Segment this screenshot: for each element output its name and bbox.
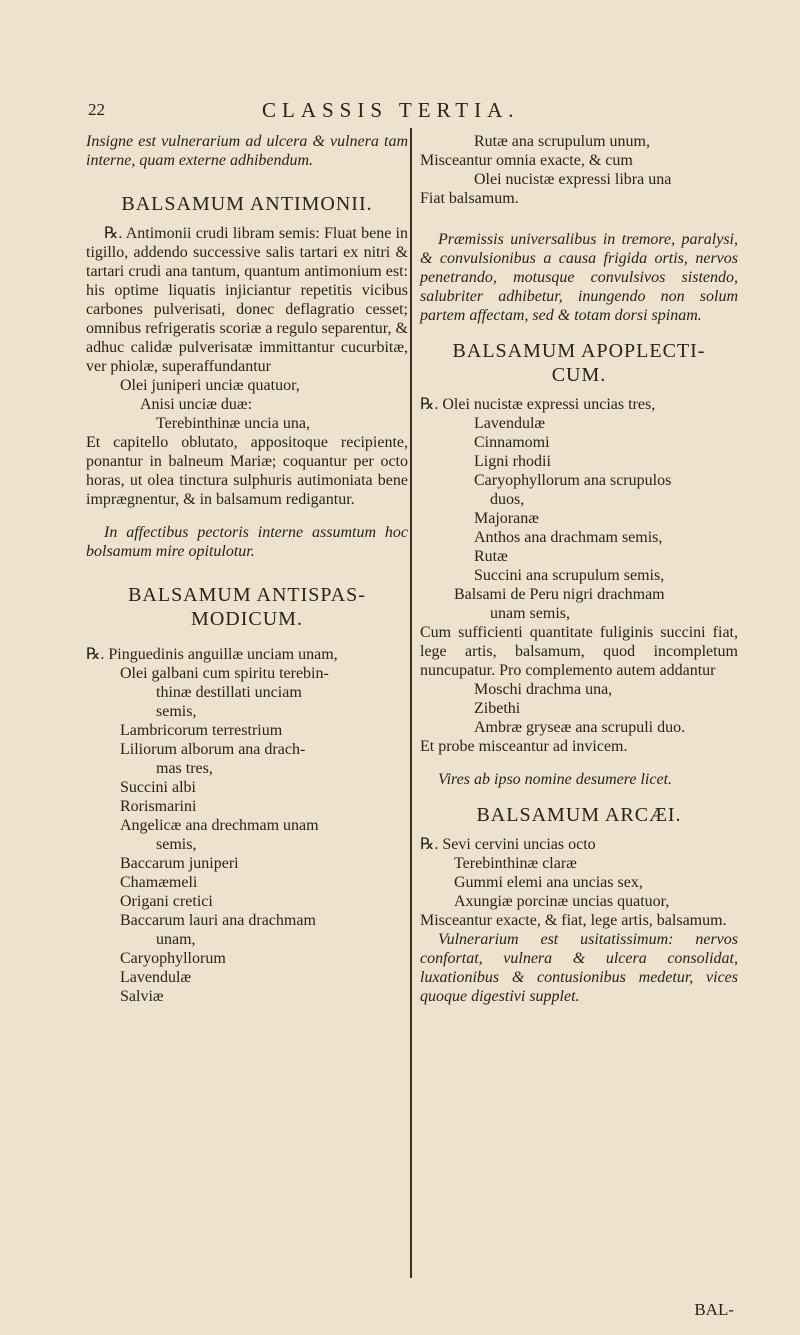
ingredient-line: Rorismarini xyxy=(120,798,197,815)
heading-balsamum-antispasmodicum-1: BALSAMUM ANTISPAS- xyxy=(128,584,366,606)
ingredient-line: Moschi drachma una, xyxy=(474,681,613,698)
ingredient-line: Lambricorum terrestrium xyxy=(120,722,283,739)
ingredient-line: Angelicæ ana drechmam unam xyxy=(120,817,319,834)
ingredient-line: duos, xyxy=(490,491,525,508)
ingredient-line: Baccarum juniperi xyxy=(120,855,239,872)
heading-balsamum-antispasmodicum-2: MODICUM. xyxy=(191,608,303,630)
recipe-continuation-antimonii: Et capitello oblutato, appositoque recipiente, ponantur in balneum Mariæ; coquantur per octo horas, ut olea tinctura sulphuris autimoniata bene imprægnentur, & in balsamum redigantur. xyxy=(86,434,408,508)
ingredient-line: unam semis, xyxy=(490,605,570,622)
ingredient-line: Rutæ ana scrupulum unum, xyxy=(474,133,650,150)
usage-note-apoplecticum: Vires ab ipso nomine desumere licet. xyxy=(438,771,673,788)
page-number: 22 xyxy=(88,100,105,119)
ingredient-line: Lavendulæ xyxy=(474,415,546,432)
ingredient-line: Olei juniperi unciæ quatuor, xyxy=(120,377,300,394)
running-head xyxy=(0,98,800,128)
ingredient-line: unam, xyxy=(156,931,196,948)
ingredient-line: Salviæ xyxy=(120,988,164,1005)
ingredient-line: Lavendulæ xyxy=(120,969,192,986)
ingredient-line: semis, xyxy=(156,703,197,720)
ingredient-line: Caryophyllorum xyxy=(120,950,226,967)
ingredient-line: Ambræ gryseæ ana scrupuli duo. xyxy=(474,719,686,736)
ingredient-line: Chamæmeli xyxy=(120,874,198,891)
ingredient-line: Terebinthinæ uncia una, xyxy=(156,415,310,432)
ingredient-line: ℞. Pinguedinis anguillæ unciam unam, xyxy=(86,646,338,663)
ingredient-line: Terebinthinæ claræ xyxy=(454,855,577,872)
running-head-title: CLASSIS TERTIA. xyxy=(262,98,520,122)
ingredient-line: thinæ destillati unciam xyxy=(156,684,302,701)
ingredient-line: Misceantur omnia exacte, & cum xyxy=(420,152,633,169)
heading-balsamum-arcaei: BALSAMUM ARCÆI. xyxy=(476,804,682,826)
ingredient-line: semis, xyxy=(156,836,197,853)
ingredient-line: ℞. Olei nucistæ expressi uncias tres, xyxy=(420,396,656,413)
catchword: BAL- xyxy=(694,1300,734,1319)
ingredient-line: Axungiæ porcinæ uncias quatuor, xyxy=(454,893,670,910)
ingredient-line: Anthos ana drachmam semis, xyxy=(474,529,663,546)
ingredient-line: Succini albi xyxy=(120,779,196,796)
intro-note: Insigne est vulnerarium ad ulcera & vulnera tam interne, quam externe adhibendum. xyxy=(86,133,408,169)
column-divider xyxy=(410,128,412,1278)
heading-balsamum-apoplecticum-1: BALSAMUM APOPLECTI- xyxy=(452,340,706,362)
right-column xyxy=(420,132,738,1006)
usage-note-tremore: Præmissis universalibus in tremore, paralysi, & convulsionibus a causa frigida ortis, nervos penetrando, motusque convulsivos sistendo, salubriter adhibetur, inungendo non solum partem affectam, sed & totam dorsi spinam. xyxy=(420,231,738,324)
recipe-text-antimonii: ℞. Antimonii crudi libram semis: Fluat bene in tigillo, addendo successive salis tartari ex nitri & tartari crudi ana tantum, quantum antimonium est: his optime liquatis injiciantur repetitis vicibus carbones pulverisati, donec deflagratio cesset; omnibus refrigeratis scoriæ a regulo separentur, & adhuc calidæ pulverisatæ immittantur cucurbitæ, ver phiolæ, superaffundantur xyxy=(86,225,408,375)
usage-note-arcaei: Vulnerarium est usitatissimum: nervos confortat, vulnera & ulcera consolidat, luxationibus & contusionibus medetur, vices quoque digestivi supplet. xyxy=(420,931,738,1005)
usage-note-antimonii: In affectibus pectoris interne assumtum hoc bolsamum mire opitulotur. xyxy=(86,524,408,560)
heading-balsamum-apoplecticum-2: CUM. xyxy=(551,364,607,386)
recipe-text-apoplecticum: Cum sufficienti quantitate fuliginis succini fiat, lege artis, balsamum, quod incompletum nuncupatur. Pro complemento autem addantur xyxy=(420,624,738,679)
ingredient-line: Cinnamomi xyxy=(474,434,550,451)
left-column xyxy=(86,132,408,1006)
ingredient-line: ℞. Sevi cervini uncias octo xyxy=(420,836,596,853)
ingredient-line: Ligni rhodii xyxy=(474,453,551,470)
ingredient-line: Olei nucistæ expressi libra una xyxy=(474,171,672,188)
ingredient-line: Olei galbani cum spiritu terebin- xyxy=(120,665,329,682)
ingredient-line: Gummi elemi ana uncias sex, xyxy=(454,874,643,891)
ingredient-line: Majoranæ xyxy=(474,510,539,527)
ingredient-line: Liliorum alborum ana drach- xyxy=(120,741,306,758)
ingredient-line: Caryophyllorum ana scrupulos xyxy=(474,472,672,489)
ingredient-line: Anisi unciæ duæ: xyxy=(140,396,253,413)
ingredient-line: mas tres, xyxy=(156,760,213,777)
ingredient-line: Baccarum lauri ana drachmam xyxy=(120,912,316,929)
recipe-text-arcaei: Misceantur exacte, & fiat, lege artis, balsamum. xyxy=(420,912,727,929)
heading-balsamum-antimonii: BALSAMUM ANTIMONII. xyxy=(121,193,373,215)
ingredient-line: Origani cretici xyxy=(120,893,213,910)
recipe-finish: Et probe misceantur ad invicem. xyxy=(420,738,628,755)
ingredient-line: Succini ana scrupulum semis, xyxy=(474,567,665,584)
ingredient-line: Balsami de Peru nigri drachmam xyxy=(454,586,665,603)
recipe-finish: Fiat balsamum. xyxy=(420,190,519,207)
ingredient-line: Zibethi xyxy=(474,700,521,717)
ingredient-line: Rutæ xyxy=(474,548,508,565)
